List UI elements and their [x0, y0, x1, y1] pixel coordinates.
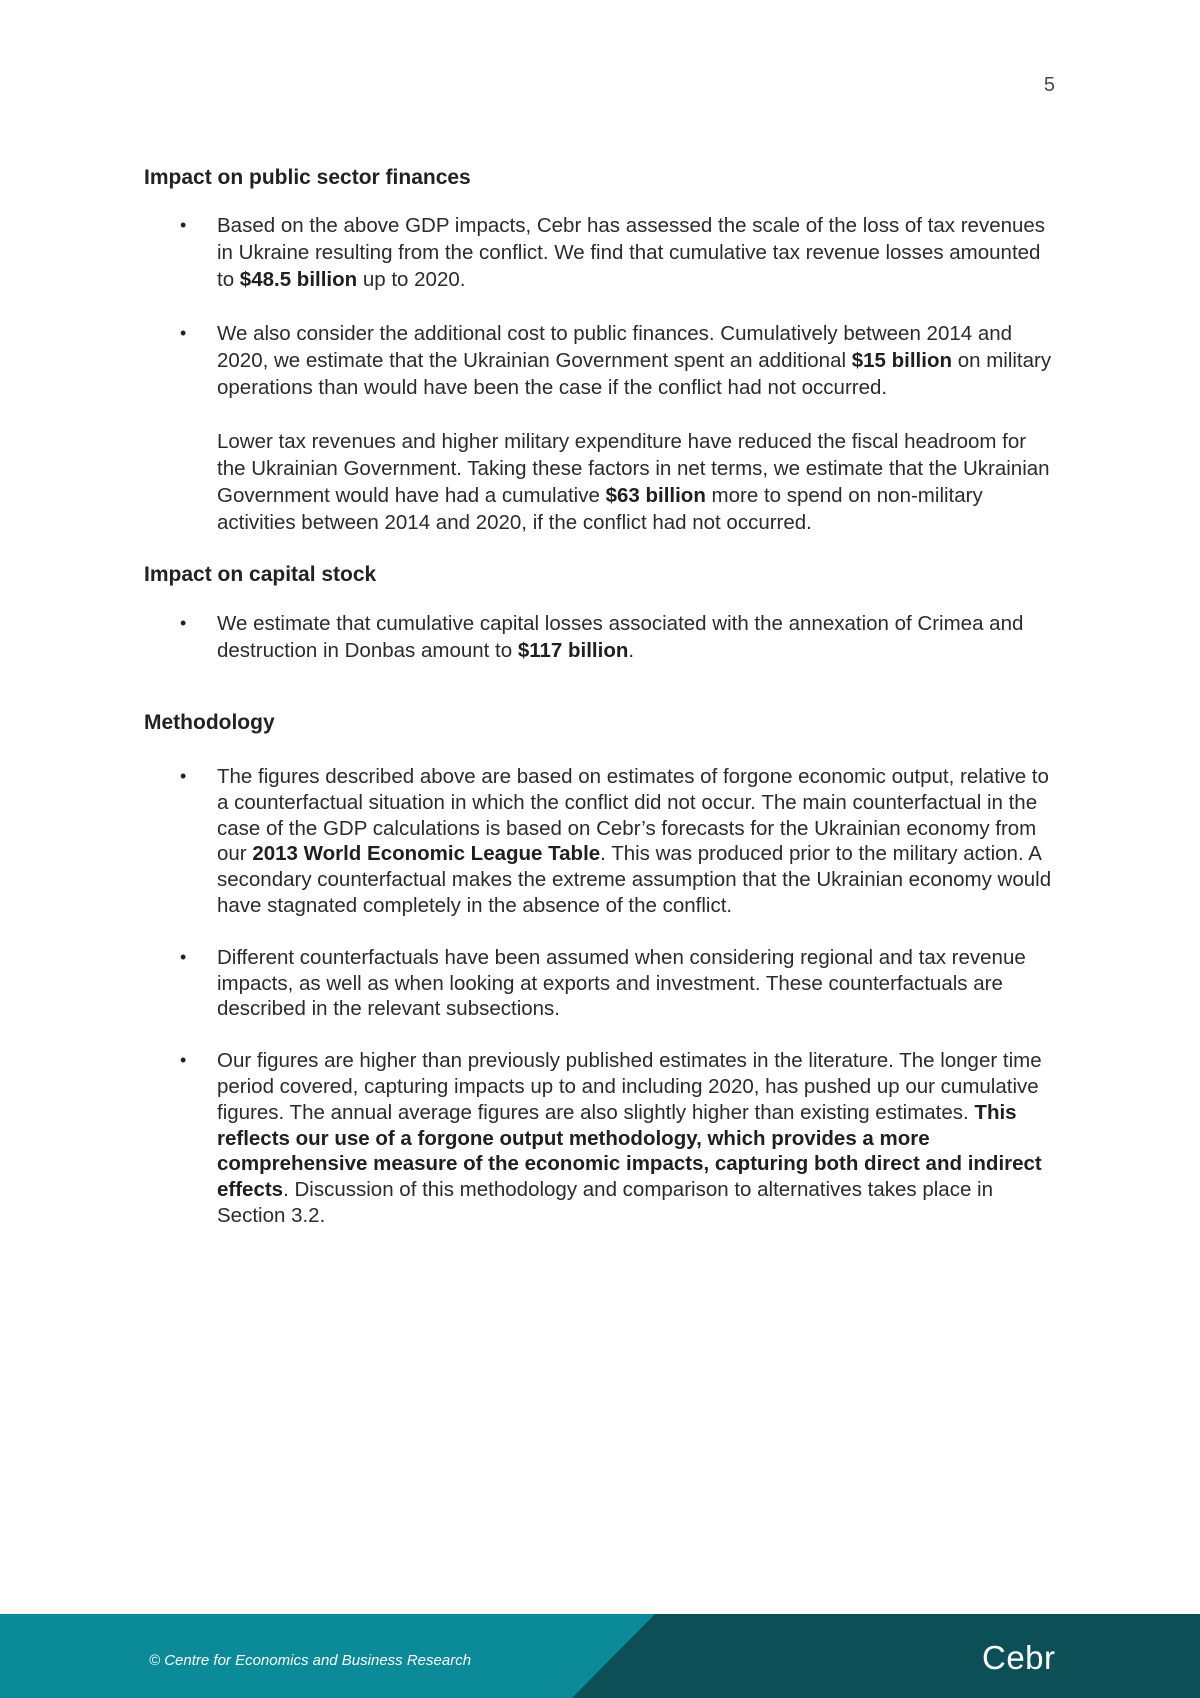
cebr-logo: Cebr	[982, 1639, 1056, 1676]
fiscal-headroom-paragraph: Lower tax revenues and higher military expenditure have reduced the fiscal headroom for the Ukrainian Government. Taking these factors in net terms, we estimate that the Ukrainian Government would have had a cumulative $63 billion more to spend on non-military activities between 2014 and 2020, if the conflict had not occurred.	[217, 430, 1050, 534]
footer-dark-band	[572, 1614, 1200, 1698]
footer-band	[0, 1614, 1200, 1698]
capital-stock-list	[144, 610, 1059, 664]
list-item: • We estimate that cumulative capital losses associated with the annexation of Crimea and destruction in Donbas amount to $117 billion.	[144, 610, 1059, 664]
list-item: • Different counterfactuals have been assumed when considering regional and tax revenue impacts, as well as when looking at exports and investment. These counterfactuals are described in the relevant subsections.	[144, 945, 1059, 1022]
document-body	[144, 164, 1059, 1229]
heading-methodology: Methodology	[144, 711, 275, 734]
heading-public-finances: Impact on public sector finances	[144, 166, 471, 189]
list-item: • Based on the above GDP impacts, Cebr has assessed the scale of the loss of tax revenues in Ukraine resulting from the conflict. We find that cumulative tax revenue losses amounted to $48.5 billion up to 2020.	[144, 212, 1059, 293]
list-item: • We also consider the additional cost to public finances. Cumulatively between 2014 and 2020, we estimate that the Ukrainian Government spent an additional $15 billion on military operations than would have been the case if the conflict had not occurred.	[144, 320, 1059, 401]
list-item: • The figures described above are based on estimates of forgone economic output, relative to a counterfactual situation in which the conflict did not occur. The main counterfactual in the case of the GDP calculations is based on Cebr’s forecasts for the Ukrainian economy from our 2013 World Economic League Table. This was produced prior to the military action. A secondary counterfactual makes the extreme assumption that the Ukrainian economy would have stagnated completely in the absence of the conflict.	[144, 764, 1059, 919]
copyright-text: © Centre for Economics and Business Research	[149, 1652, 472, 1669]
methodology-list	[144, 764, 1059, 1229]
page-number: 5	[1043, 74, 1055, 96]
heading-capital-stock: Impact on capital stock	[144, 563, 377, 586]
list-item: • Our figures are higher than previously published estimates in the literature. The longer time period covered, capturing impacts up to and including 2020, has pushed up our cumulative figures. The annual average figures are also slightly higher than existing estimates. This reflects our use of a forgone output methodology, which provides a more comprehensive measure of the economic impacts, capturing both direct and indirect effects. Discussion of this methodology and comparison to alternatives takes place in Section 3.2.	[144, 1048, 1059, 1229]
public-finances-list	[144, 212, 1059, 401]
